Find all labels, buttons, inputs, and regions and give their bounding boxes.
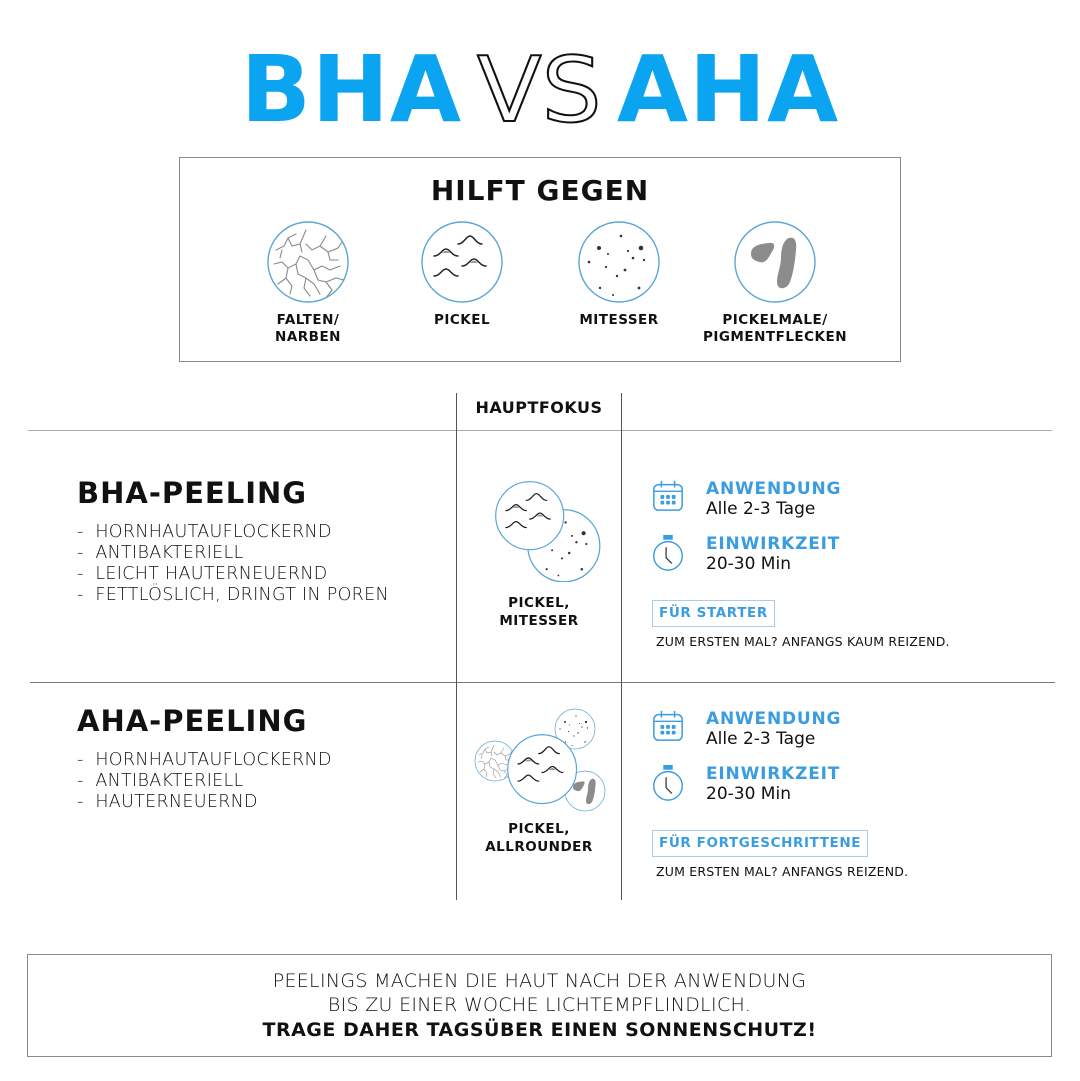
blackheads-icon	[577, 220, 661, 304]
timer-icon	[650, 764, 686, 802]
application-frequency	[650, 709, 841, 750]
calendar-icon	[650, 479, 686, 513]
helps-against-item-pigment-spots	[695, 220, 855, 346]
item-label: FALTEN/ NARBEN	[275, 312, 341, 345]
property-list	[77, 522, 389, 606]
irritation-note: ZUM ERSTEN MAL? ANFANGS REIZEND.	[656, 864, 909, 879]
helps-against-title: HILFT GEGEN	[430, 174, 650, 207]
property-item: - ANTIBAKTERIELL	[77, 543, 389, 564]
row-title: AHA-PEELING	[77, 704, 308, 738]
title-bha: BHA	[240, 36, 463, 143]
property-item: - LEICHT HAUTERNEUERND	[77, 564, 389, 585]
timer-icon	[650, 534, 686, 572]
helps-against-item-wrinkles	[228, 220, 388, 346]
exposure-label: EINWIRKZEIT	[706, 764, 841, 784]
column-header-main-focus: HAUPTFOKUS	[475, 398, 603, 417]
all-rounder-icon	[464, 706, 614, 816]
helps-against-panel	[179, 157, 901, 362]
main-focus-cell	[457, 706, 621, 856]
item-label: PICKELMALE/ PIGMENTFLECKEN	[702, 312, 848, 345]
pigment-spots-icon	[733, 220, 817, 304]
helps-against-item-blackheads	[539, 220, 699, 329]
property-item: - HORNHAUTAUFLOCKERND	[77, 522, 389, 543]
property-item: - ANTIBAKTERIELL	[77, 771, 332, 792]
table-header-divider	[28, 430, 1052, 431]
property-item: - HAUTERNEUERND	[77, 792, 332, 813]
title-aha: AHA	[616, 36, 840, 143]
exposure-value: 20-30 Min	[706, 554, 791, 574]
pimples-icon	[420, 220, 504, 304]
property-list	[77, 750, 332, 813]
exposure-value: 20-30 Min	[706, 784, 791, 804]
row-title: BHA-PEELING	[77, 476, 308, 510]
main-focus-cell	[457, 478, 621, 630]
sun-protection-notice	[27, 954, 1052, 1057]
level-badge: FÜR STARTER	[652, 600, 775, 627]
notice-line-2: BIS ZU EINER WOCHE LICHTEMPFLINDLICH.	[327, 994, 752, 1016]
helps-against-item-pimples	[382, 220, 542, 329]
calendar-icon	[650, 709, 686, 743]
item-label: PICKEL	[433, 312, 491, 328]
page-title	[0, 36, 1080, 143]
notice-line-1: PEELINGS MACHEN DIE HAUT NACH DER ANWENDUNG	[272, 970, 807, 992]
title-vs: VS	[477, 38, 602, 143]
application-label: ANWENDUNG	[706, 479, 842, 499]
exposure-label: EINWIRKZEIT	[706, 534, 841, 554]
pimples-blackheads-icon	[474, 478, 604, 582]
property-item: - FETTLÖSLICH, DRINGT IN POREN	[77, 585, 389, 606]
focus-label: PICKEL, MITESSER	[499, 595, 579, 629]
application-frequency	[650, 479, 841, 520]
level-badge: FÜR FORTGESCHRITTENE	[652, 830, 868, 857]
application-label: ANWENDUNG	[706, 709, 842, 729]
table-column-divider-right	[621, 393, 622, 900]
exposure-time	[650, 534, 840, 575]
notice-line-3: TRAGE DAHER TAGSÜBER EINEN SONNENSCHUTZ!	[262, 1019, 817, 1041]
application-value: Alle 2-3 Tage	[706, 729, 816, 749]
irritation-note: ZUM ERSTEN MAL? ANFANGS KAUM REIZEND.	[656, 634, 950, 649]
application-value: Alle 2-3 Tage	[706, 499, 816, 519]
table-row-divider	[30, 682, 1055, 683]
focus-label: PICKEL, ALLROUNDER	[485, 821, 593, 855]
property-item: - HORNHAUTAUFLOCKERND	[77, 750, 332, 771]
item-label: MITESSER	[579, 312, 659, 328]
exposure-time	[650, 764, 840, 805]
wrinkles-icon	[266, 220, 350, 304]
